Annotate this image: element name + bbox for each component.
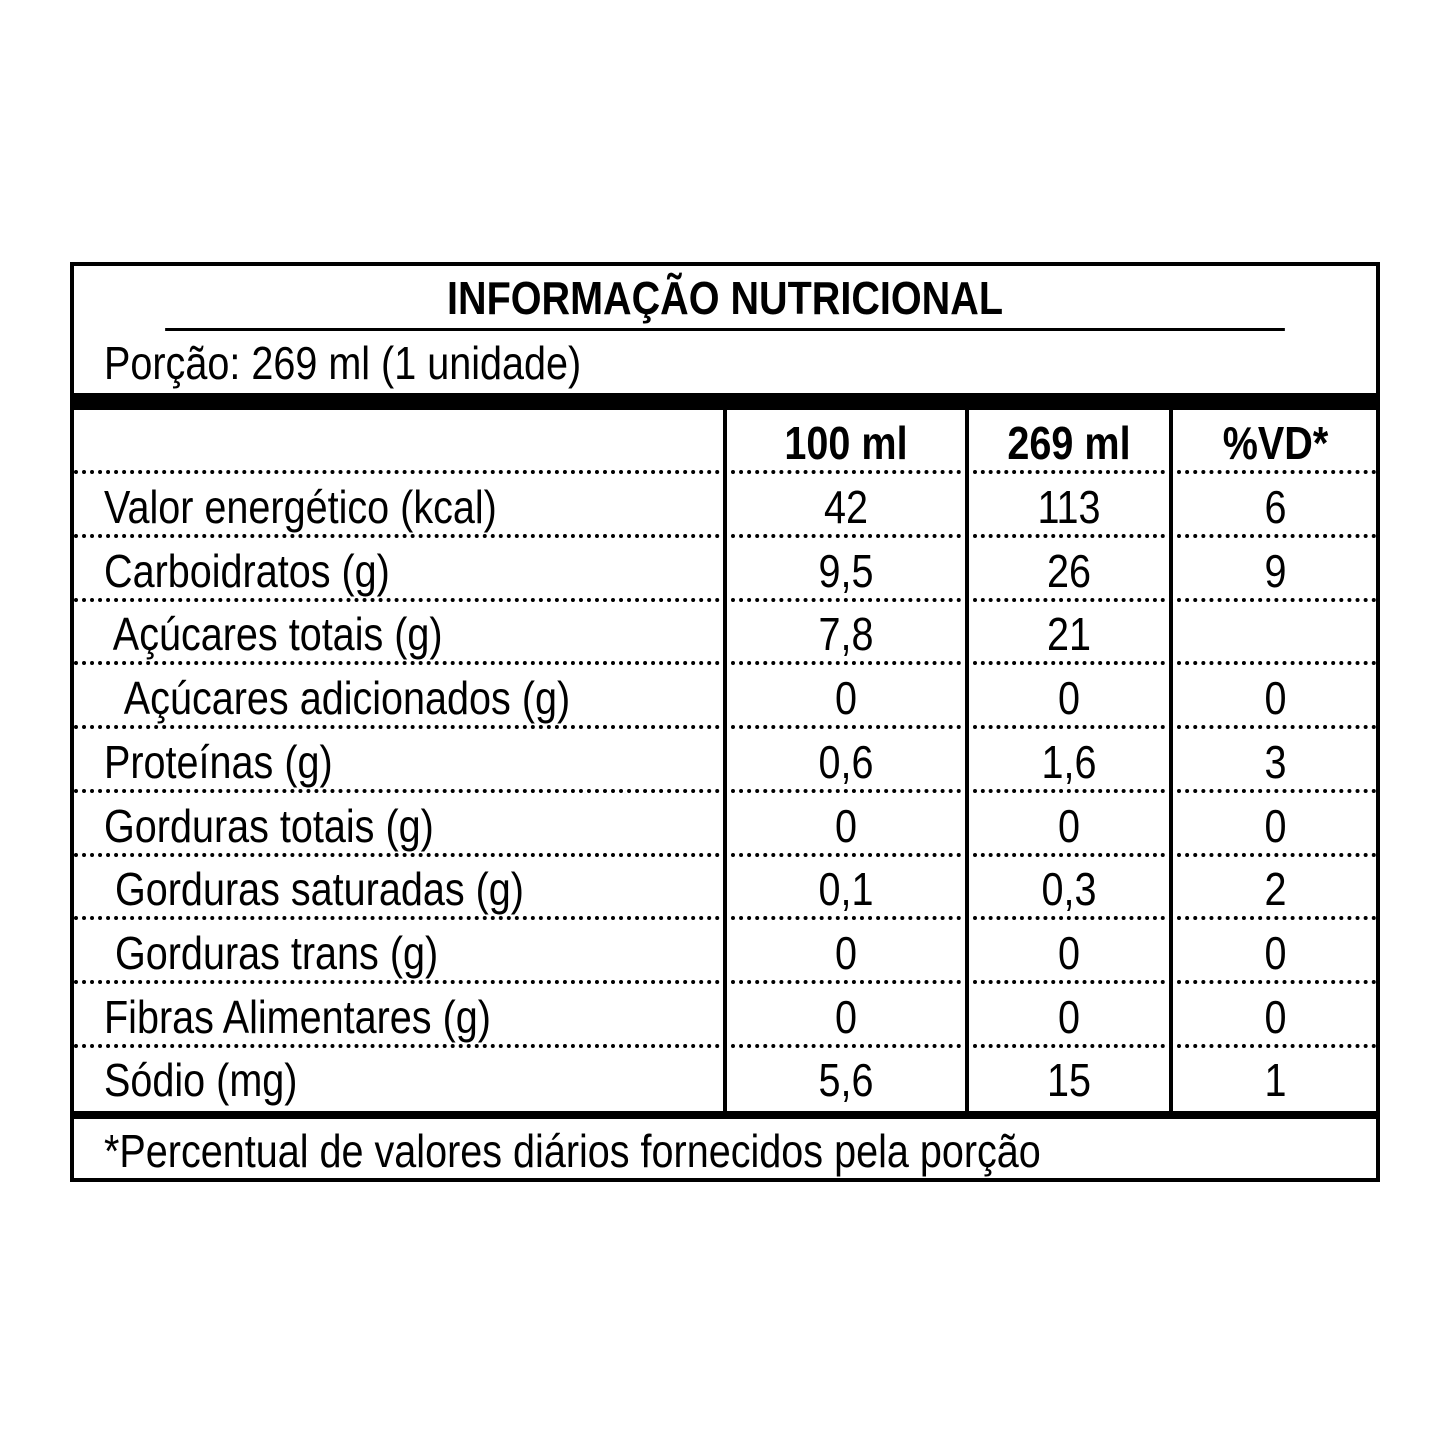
value-vd: 0	[1264, 672, 1287, 725]
nutrient-name: Gorduras trans (g)	[104, 926, 439, 979]
value-100ml: 5,6	[818, 1054, 874, 1107]
value-269ml: 26	[1046, 544, 1091, 597]
value-269ml: 15	[1046, 1054, 1091, 1107]
column-header-100ml: 100 ml	[784, 417, 908, 469]
nutrient-name: Valor energético (kcal)	[104, 481, 497, 533]
nutrient-name: Açúcares adicionados (g)	[104, 672, 571, 725]
nutrient-name: Proteínas (g)	[104, 735, 333, 788]
value-100ml: 9,5	[818, 544, 874, 597]
footnote: *Percentual de valores diários fornecidos pela porção	[104, 1125, 1041, 1177]
value-100ml: 7,8	[818, 608, 874, 661]
value-vd: 1	[1264, 1054, 1287, 1107]
nutrient-row	[74, 984, 1376, 1048]
value-100ml: 0	[834, 799, 858, 852]
column-header-269ml: 269 ml	[1007, 417, 1131, 469]
nutrient-row	[74, 665, 1376, 729]
value-100ml: 0	[834, 672, 858, 725]
value-vd: 3	[1264, 735, 1287, 788]
nutrient-row	[74, 856, 1376, 920]
value-269ml: 1,6	[1041, 735, 1097, 788]
nutrition-facts-label	[70, 262, 1380, 1182]
value-100ml: 0	[834, 926, 858, 979]
value-269ml: 0	[1057, 672, 1081, 725]
nutrient-row	[74, 538, 1376, 602]
value-269ml: 113	[1037, 481, 1101, 533]
nutrient-row	[74, 920, 1376, 984]
nutrient-row	[74, 729, 1376, 793]
value-269ml: 0	[1057, 799, 1081, 852]
value-vd: 6	[1264, 481, 1287, 533]
thick-divider	[74, 393, 1376, 410]
value-vd	[1187, 601, 1363, 665]
value-vd: 0	[1264, 799, 1287, 852]
value-vd: 0	[1264, 926, 1287, 979]
nutrient-name: Carboidratos (g)	[104, 544, 390, 597]
label-title: INFORMAÇÃO NUTRICIONAL	[165, 266, 1285, 331]
nutrient-row	[74, 601, 1376, 665]
value-100ml: 0,6	[818, 735, 874, 788]
value-vd: 0	[1264, 990, 1287, 1043]
nutrient-row	[74, 793, 1376, 857]
value-100ml: 0	[834, 990, 858, 1043]
nutrient-name: Gorduras saturadas (g)	[104, 863, 524, 916]
nutrient-row	[74, 474, 1376, 538]
portion-size: Porção: 269 ml (1 unidade)	[104, 337, 582, 389]
nutrient-name: Açúcares totais (g)	[104, 608, 443, 661]
value-100ml: 42	[823, 481, 868, 533]
column-header-vd: %VD*	[1222, 417, 1329, 469]
value-vd: 2	[1264, 863, 1287, 916]
nutrient-name: Sódio (mg)	[104, 1054, 298, 1107]
value-269ml: 0	[1057, 990, 1081, 1043]
value-vd: 9	[1264, 544, 1287, 597]
nutrient-row	[74, 1047, 1376, 1111]
value-100ml: 0,1	[818, 863, 874, 916]
value-269ml: 0	[1057, 926, 1081, 979]
thick-divider-bottom	[74, 1111, 1376, 1119]
value-269ml: 21	[1046, 608, 1091, 661]
value-269ml: 0,3	[1041, 863, 1097, 916]
header-row	[74, 410, 1376, 474]
nutrient-name: Gorduras totais (g)	[104, 799, 434, 852]
nutrient-name: Fibras Alimentares (g)	[104, 990, 491, 1043]
